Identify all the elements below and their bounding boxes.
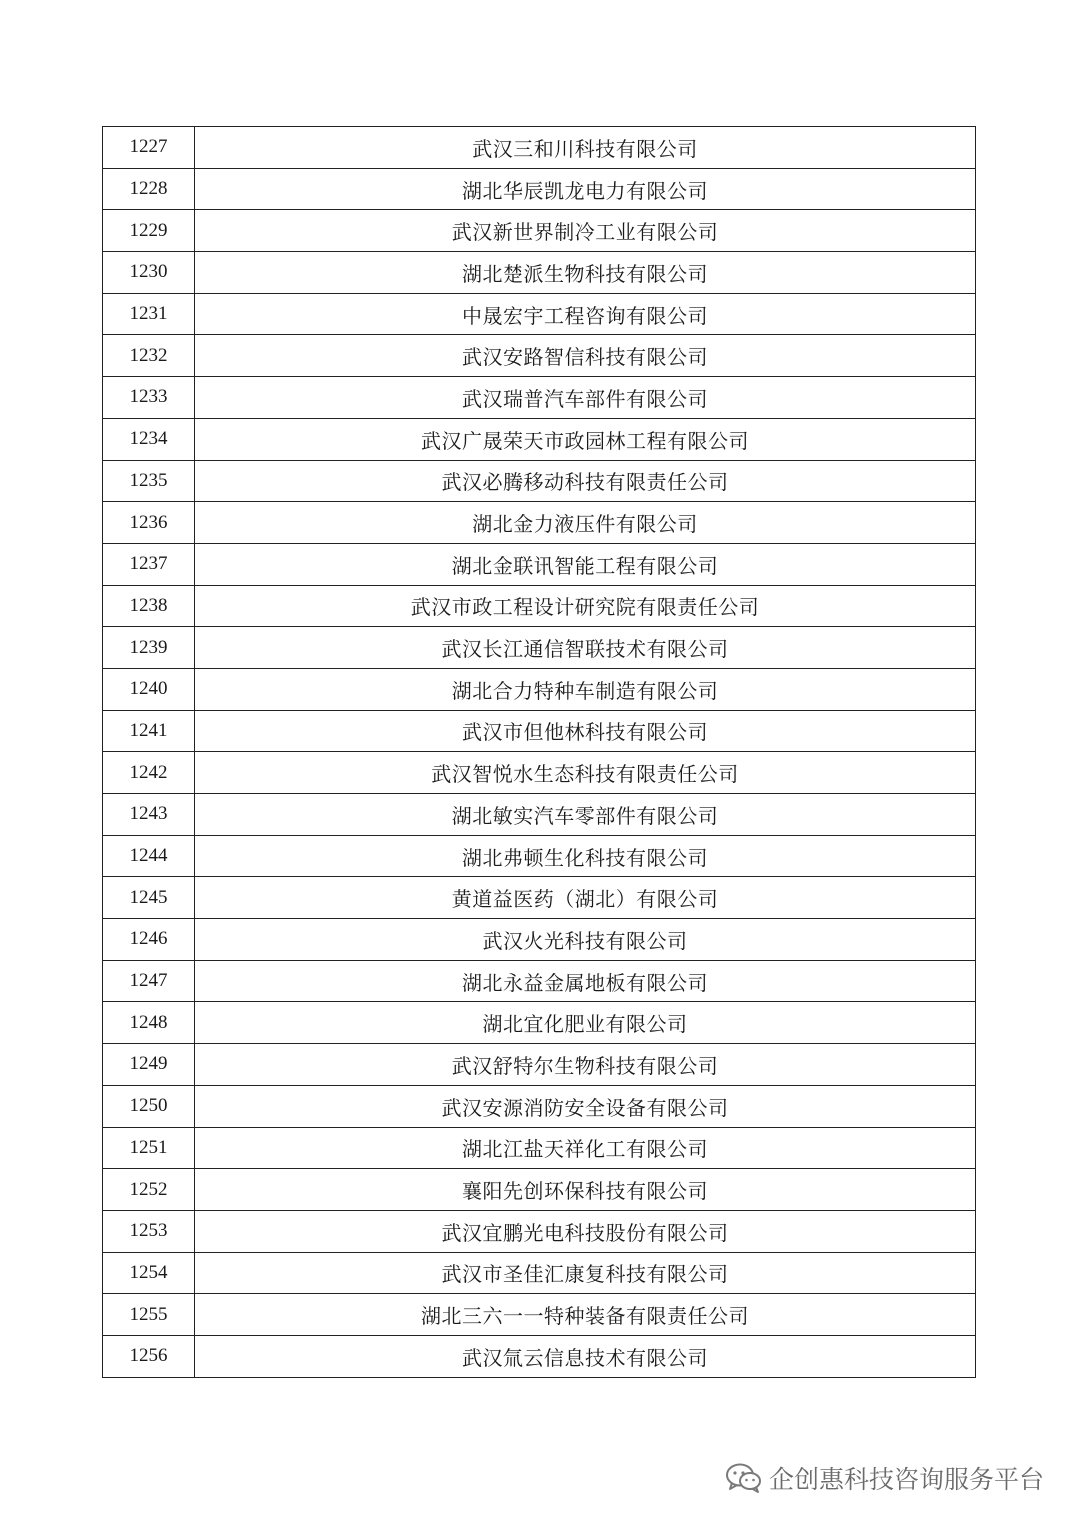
row-number-cell: 1245	[103, 877, 195, 919]
table-row	[103, 543, 976, 585]
row-number-cell: 1240	[103, 668, 195, 710]
table-row	[103, 1127, 976, 1169]
row-number-cell: 1234	[103, 418, 195, 460]
wechat-icon	[725, 1462, 763, 1494]
row-number-cell: 1233	[103, 377, 195, 419]
company-name-cell: 武汉瑞普汽车部件有限公司	[195, 377, 976, 419]
table-row	[103, 168, 976, 210]
table-row	[103, 502, 976, 544]
table-row	[103, 1294, 976, 1336]
row-number-cell: 1247	[103, 960, 195, 1002]
row-number-cell: 1237	[103, 543, 195, 585]
company-name-cell: 武汉氚云信息技术有限公司	[195, 1335, 976, 1377]
table-row	[103, 293, 976, 335]
row-number-cell: 1229	[103, 210, 195, 252]
row-number-cell: 1250	[103, 1085, 195, 1127]
company-name-cell: 武汉必腾移动科技有限责任公司	[195, 460, 976, 502]
row-number-cell: 1252	[103, 1169, 195, 1211]
row-number-cell: 1244	[103, 835, 195, 877]
company-name-cell: 湖北永益金属地板有限公司	[195, 960, 976, 1002]
row-number-cell: 1232	[103, 335, 195, 377]
table-row	[103, 627, 976, 669]
company-name-cell: 武汉火光科技有限公司	[195, 919, 976, 961]
company-name-cell: 武汉三和川科技有限公司	[195, 127, 976, 169]
company-name-cell: 湖北宜化肥业有限公司	[195, 1002, 976, 1044]
row-number-cell: 1242	[103, 752, 195, 794]
row-number-cell: 1239	[103, 627, 195, 669]
company-name-cell: 武汉新世界制冷工业有限公司	[195, 210, 976, 252]
watermark	[725, 1460, 1044, 1496]
row-number-cell: 1248	[103, 1002, 195, 1044]
table-row	[103, 1252, 976, 1294]
row-number-cell: 1254	[103, 1252, 195, 1294]
table-row	[103, 960, 976, 1002]
table-row	[103, 752, 976, 794]
table-row	[103, 127, 976, 169]
company-name-cell: 襄阳先创环保科技有限公司	[195, 1169, 976, 1211]
company-name-cell: 湖北华辰凯龙电力有限公司	[195, 168, 976, 210]
company-name-cell: 武汉市但他林科技有限公司	[195, 710, 976, 752]
table-row	[103, 377, 976, 419]
company-name-cell: 湖北金力液压件有限公司	[195, 502, 976, 544]
row-number-cell: 1255	[103, 1294, 195, 1336]
row-number-cell: 1227	[103, 127, 195, 169]
company-name-cell: 中晟宏宇工程咨询有限公司	[195, 293, 976, 335]
company-name-cell: 武汉长江通信智联技术有限公司	[195, 627, 976, 669]
row-number-cell: 1238	[103, 585, 195, 627]
row-number-cell: 1231	[103, 293, 195, 335]
company-name-cell: 武汉市圣佳汇康复科技有限公司	[195, 1252, 976, 1294]
row-number-cell: 1236	[103, 502, 195, 544]
table-row	[103, 1210, 976, 1252]
row-number-cell: 1235	[103, 460, 195, 502]
table-row	[103, 460, 976, 502]
table-row	[103, 1335, 976, 1377]
company-name-cell: 武汉广晟荣天市政园林工程有限公司	[195, 418, 976, 460]
row-number-cell: 1246	[103, 919, 195, 961]
row-number-cell: 1228	[103, 168, 195, 210]
table-row	[103, 794, 976, 836]
table-row	[103, 585, 976, 627]
row-number-cell: 1253	[103, 1210, 195, 1252]
watermark-text: 企创惠科技咨询服务平台	[768, 1465, 1044, 1494]
company-name-cell: 武汉安源消防安全设备有限公司	[195, 1085, 976, 1127]
table-body	[103, 127, 976, 1378]
table-row	[103, 1044, 976, 1086]
company-name-cell: 湖北敏实汽车零部件有限公司	[195, 794, 976, 836]
company-name-cell: 黄道益医药（湖北）有限公司	[195, 877, 976, 919]
row-number-cell: 1243	[103, 794, 195, 836]
table-row	[103, 1002, 976, 1044]
company-name-cell: 湖北金联讯智能工程有限公司	[195, 543, 976, 585]
table-row	[103, 210, 976, 252]
company-name-cell: 湖北合力特种车制造有限公司	[195, 668, 976, 710]
table-row	[103, 877, 976, 919]
company-name-cell: 湖北三六一一特种装备有限责任公司	[195, 1294, 976, 1336]
table-row	[103, 252, 976, 294]
row-number-cell: 1251	[103, 1127, 195, 1169]
company-name-cell: 武汉舒特尔生物科技有限公司	[195, 1044, 976, 1086]
table-row	[103, 919, 976, 961]
row-number-cell: 1249	[103, 1044, 195, 1086]
row-number-cell: 1230	[103, 252, 195, 294]
company-name-cell: 武汉安路智信科技有限公司	[195, 335, 976, 377]
table-row	[103, 710, 976, 752]
company-list-table	[102, 126, 976, 1378]
table-row	[103, 1169, 976, 1211]
table-row	[103, 335, 976, 377]
company-name-cell: 湖北弗顿生化科技有限公司	[195, 835, 976, 877]
company-name-cell: 武汉智悦水生态科技有限责任公司	[195, 752, 976, 794]
table-row	[103, 668, 976, 710]
table-row	[103, 1085, 976, 1127]
company-name-cell: 武汉宜鹏光电科技股份有限公司	[195, 1210, 976, 1252]
row-number-cell: 1256	[103, 1335, 195, 1377]
company-name-cell: 武汉市政工程设计研究院有限责任公司	[195, 585, 976, 627]
table-row	[103, 835, 976, 877]
company-name-cell: 湖北楚派生物科技有限公司	[195, 252, 976, 294]
company-name-cell: 湖北江盐天祥化工有限公司	[195, 1127, 976, 1169]
table-row	[103, 418, 976, 460]
row-number-cell: 1241	[103, 710, 195, 752]
